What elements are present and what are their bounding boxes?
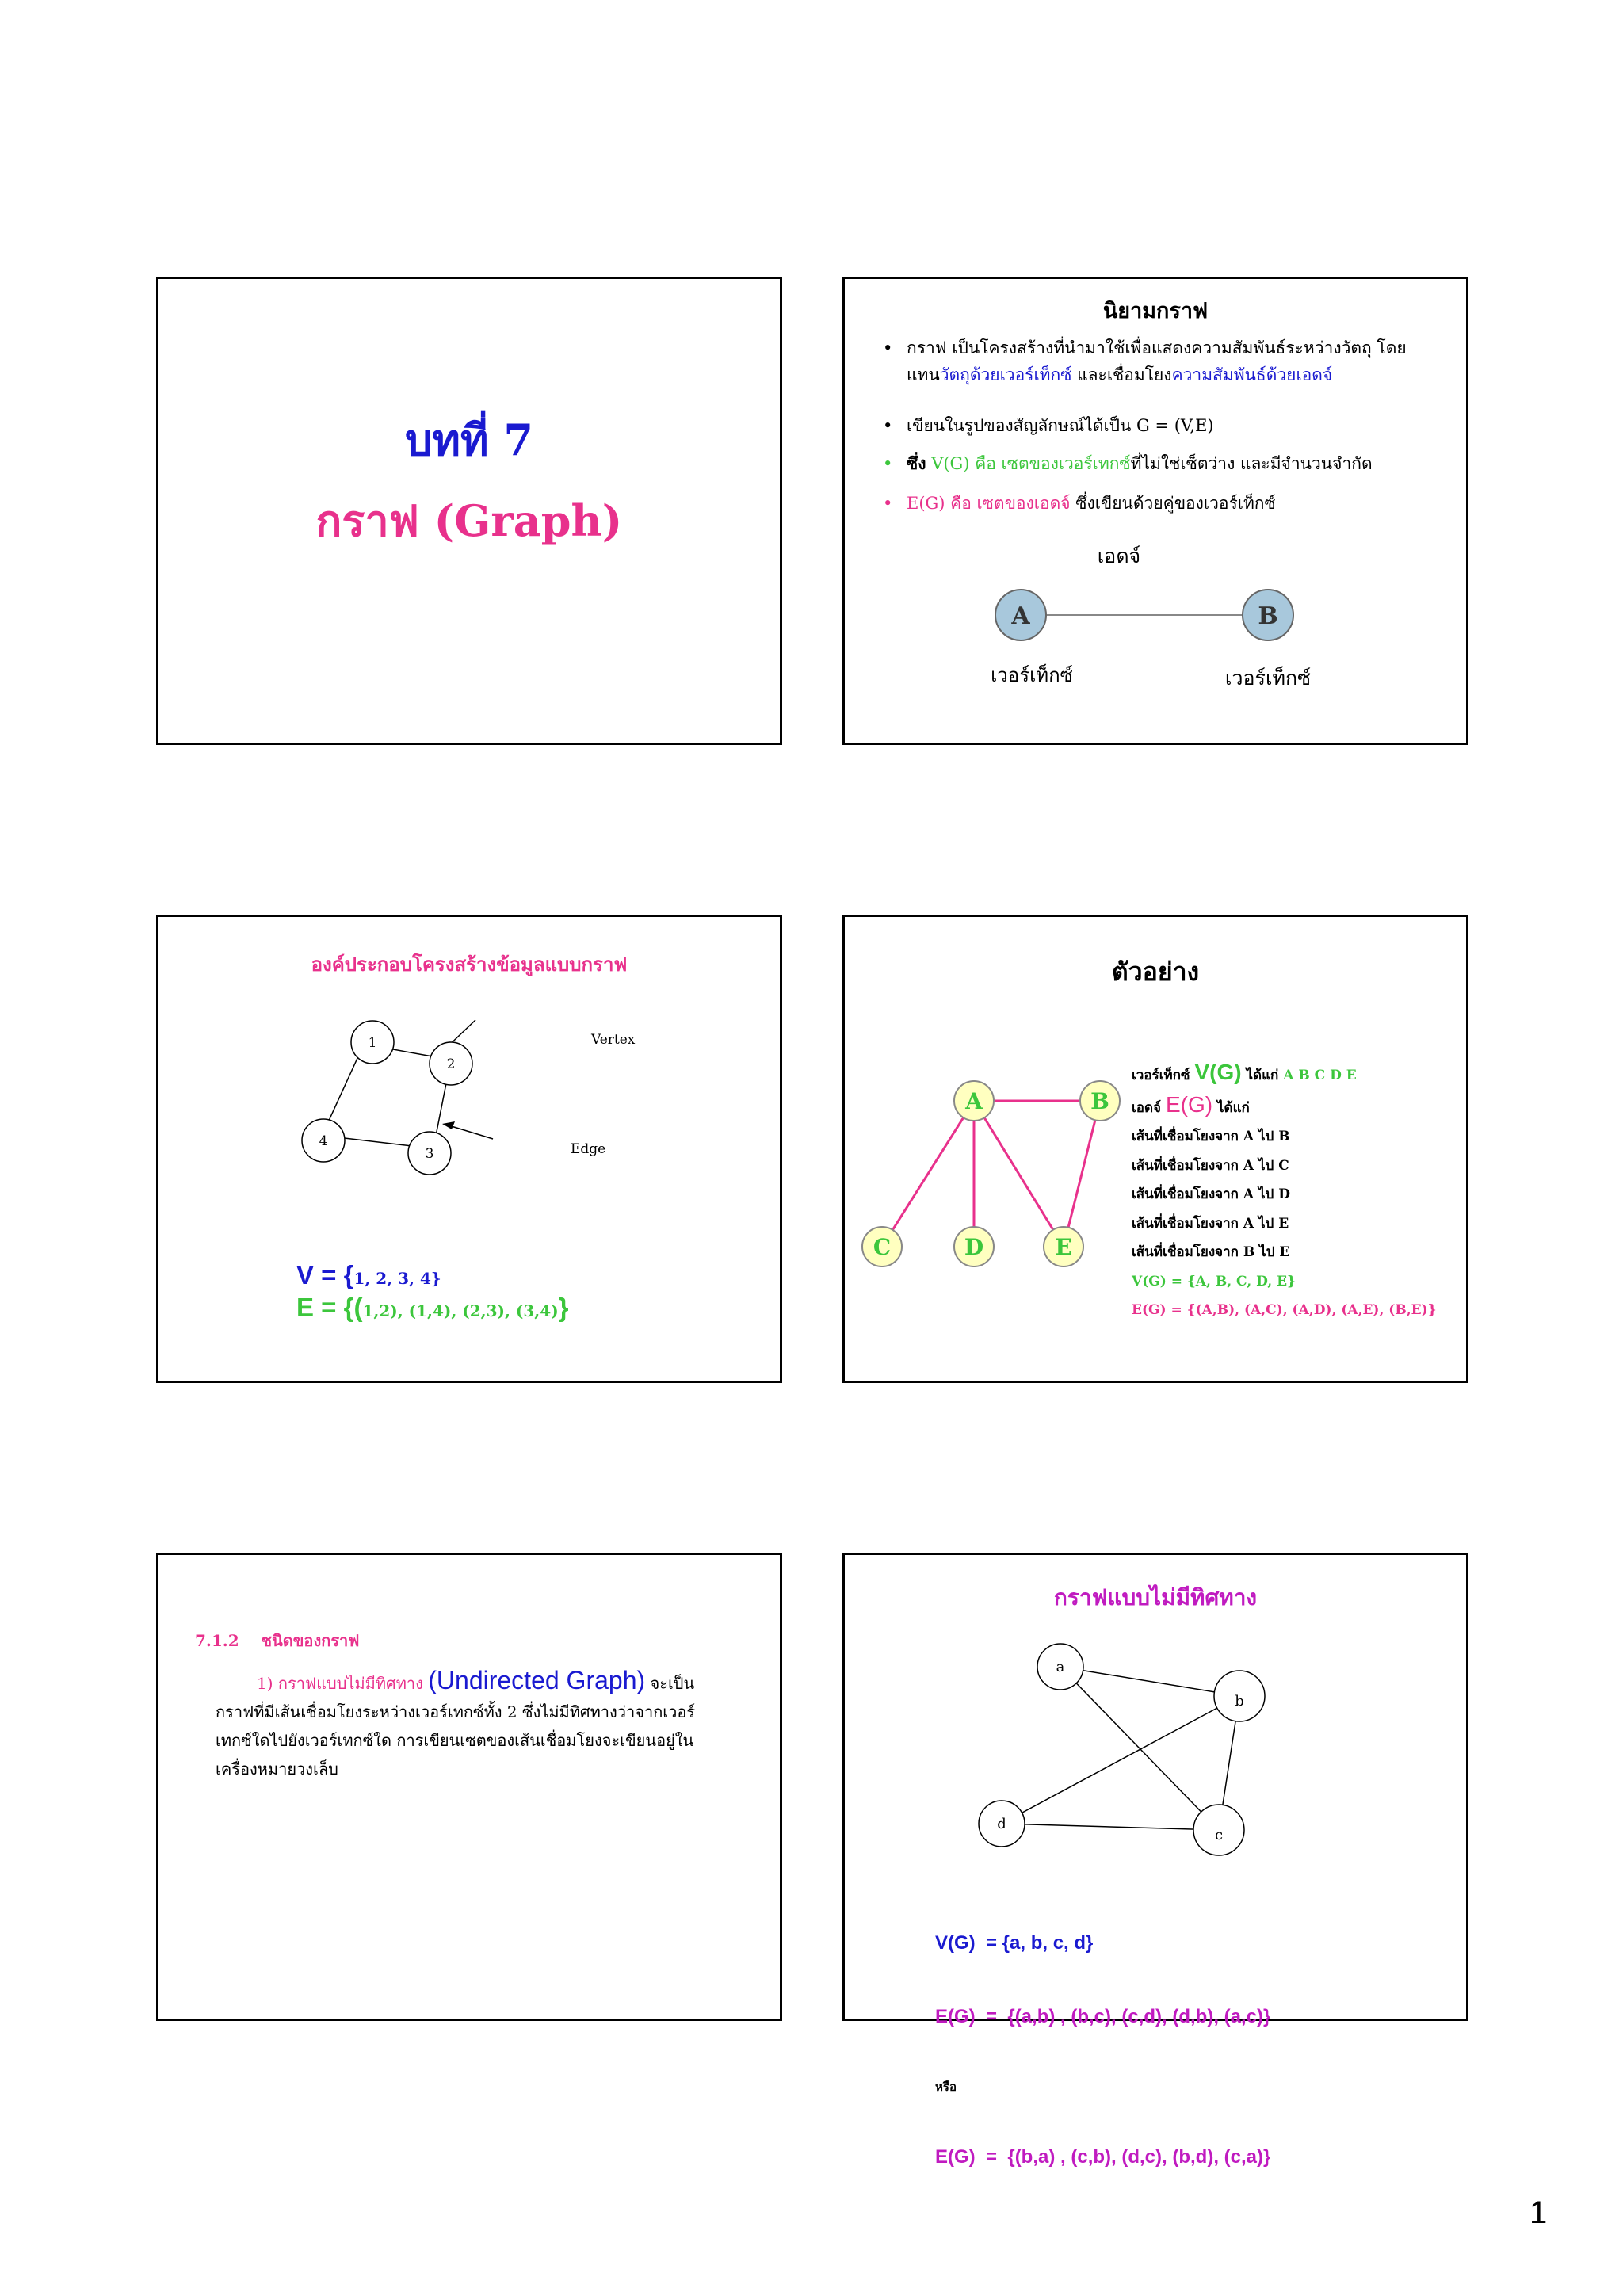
edge-b-e xyxy=(1064,1101,1100,1247)
vertex-e-label: E xyxy=(1055,1234,1072,1260)
line-ad: เส้นที่เชื่อมโยงจาก A ไป D xyxy=(1132,1186,1290,1202)
slide-title-text: กราฟ (Graph) xyxy=(315,495,623,546)
edge-1-4 xyxy=(328,1056,358,1122)
line-edge xyxy=(1132,1091,1437,1123)
edge-d-b xyxy=(1002,1696,1239,1824)
vertex-caption-left: เวอร์เท็กซ์ xyxy=(991,664,1073,686)
slide-undirected-graph xyxy=(842,1553,1468,2168)
vertex-set-prefix: V = { xyxy=(296,1260,354,1289)
vertex-caption-right: เวอร์เท็กซ์ xyxy=(1224,667,1312,690)
edge-caption: เอดจ์ xyxy=(1097,544,1141,567)
description-line-2: กราฟที่มีเส้นเชื่อมโยงระหว่างเวอร์เทกซ์ทั้ง 2 ซึ่งไม่มีทิศทางว่าจากเวอร์ xyxy=(216,1702,696,1721)
edge-pointer-line xyxy=(446,1125,493,1139)
bullet-3-vg: V(G) คือ เซตของเวอร์เทกซ์ xyxy=(926,454,1131,473)
line-ac: เส้นที่เชื่อมโยงจาก A ไป C xyxy=(1132,1157,1289,1174)
line-vg-set: V(G) = {A, B, C, D, E} xyxy=(1132,1273,1296,1289)
bullet-1-edge-term: ความสัมพันธ์ด้วยเอดจ์ xyxy=(1171,365,1333,384)
vertex-set xyxy=(296,1259,441,1294)
slide-graph-types xyxy=(156,1553,782,2021)
slide-heading: นิยามกราฟ xyxy=(1102,299,1209,323)
page-number: 1 xyxy=(1529,2195,1548,2230)
slide-graph-components xyxy=(156,915,782,1383)
vertex-b-label: B xyxy=(1090,1088,1109,1114)
slide-example xyxy=(842,915,1468,1383)
line-edge-pre: เอดจ์ xyxy=(1132,1099,1166,1116)
example-text xyxy=(1132,1058,1437,1325)
slide-heading: กราฟแบบไม่มีทิศทาง xyxy=(1053,1584,1258,1610)
vertex-1-label: 1 xyxy=(368,1035,377,1051)
slide-title xyxy=(156,277,782,745)
simple-graph-diagram xyxy=(845,279,1466,743)
edge-c-d xyxy=(1002,1824,1219,1830)
vertex-set: V(G) = {a, b, c, d} xyxy=(935,1932,1094,1954)
bullet-4-rest: ซึ่งเขียนด้วยคู่ของเวอร์เท็กซ์ xyxy=(1070,494,1276,513)
line-vertex-vg: V(G) xyxy=(1194,1060,1242,1084)
edge-set-values: 1,2), (1,4), (2,3), (3,4) xyxy=(362,1301,559,1320)
set-definitions xyxy=(935,1881,1270,2218)
bullet-1-vertex-term: วัตถุด้วยเวอร์เท็กซ์ xyxy=(939,365,1072,384)
vertex-a-label: a xyxy=(1056,1659,1065,1675)
bullet-3-rest: ที่ไม่ใช่เซ็ตว่าง และมีจำนวนจำกัด xyxy=(1130,454,1373,473)
slide-heading: องค์ประกอบโครงสร้างข้อมูลแบบกราฟ xyxy=(311,953,628,976)
slide-heading: ตัวอย่าง xyxy=(1111,957,1200,987)
vertex-b-label: b xyxy=(1235,1693,1244,1710)
line-vertex-pre: เวอร์เท็กซ์ xyxy=(1132,1068,1195,1083)
edge-set-close: } xyxy=(558,1293,569,1322)
vertex-b-label: B xyxy=(1258,602,1278,630)
line-ae: เส้นที่เชื่อมโยงจาก A ไป E xyxy=(1132,1215,1289,1232)
line-edge-eg: E(G) xyxy=(1165,1091,1213,1117)
vertex-d-label: D xyxy=(964,1234,984,1260)
bullet-1-text: กราฟ เป็นโครงสร้างที่นำมาใช้เพื่อแสดงความสัมพันธ์ระหว่างวัตถุ โดย xyxy=(907,338,1407,357)
edge-a-b xyxy=(1060,1667,1239,1696)
description-line-1-rest: จะเป็น xyxy=(645,1674,695,1693)
edge-set-2: E(G) = {(b,a) , (c,b), (d,c), (b,d), (c,a)} xyxy=(935,2146,1271,2168)
vertex-a-label: A xyxy=(1011,602,1030,630)
undirected-description xyxy=(216,1666,754,1783)
line-eg-set: E(G) = {(A,B), (A,C), (A,D), (A,E), (B,E)} xyxy=(1132,1302,1437,1318)
bullet-1-text-2: แทน xyxy=(907,365,940,384)
line-vertex-list: A B C D E xyxy=(1283,1068,1357,1083)
bullet-4-eg: E(G) คือ เซตของเอดจ์ xyxy=(907,494,1071,513)
chapter-label: บทที่ 7 xyxy=(405,415,533,465)
line-be: เส้นที่เชื่อมโยงจาก B ไป E xyxy=(1132,1244,1290,1260)
description-term-en: (Undirected Graph) xyxy=(428,1666,646,1694)
line-vertex xyxy=(1132,1058,1437,1091)
edge-a-c xyxy=(882,1101,974,1247)
vertex-4-label: 4 xyxy=(319,1133,328,1149)
vertex-c-label: C xyxy=(873,1234,892,1260)
edge-a-c xyxy=(1060,1667,1219,1830)
description-term: 1) กราฟแบบไม่มีทิศทาง xyxy=(257,1674,429,1693)
vertex-set-values: 1, 2, 3, 4} xyxy=(353,1269,441,1288)
line-vertex-mid: ได้แก่ xyxy=(1241,1068,1284,1083)
bullet-2-text: เขียนในรูปของสัญลักษณ์ได้เป็น G = (V,E) xyxy=(907,416,1214,435)
edge-set xyxy=(296,1292,569,1327)
vertex-d-label: d xyxy=(997,1816,1006,1832)
vertex-3-label: 3 xyxy=(425,1146,434,1162)
section-heading: 7.1.2 ชนิดของกราฟ xyxy=(195,1631,360,1650)
or-label: หรือ xyxy=(935,2080,957,2094)
line-edge-post: ได้แก่ xyxy=(1212,1099,1250,1116)
line-ab: เส้นที่เชื่อมโยงจาก A ไป B xyxy=(1132,1129,1290,1144)
description-line-4: เครื่องหมายวงเล็บ xyxy=(216,1759,338,1778)
bullet-3-lead: ซึ่ง xyxy=(907,453,926,473)
edge-arrow-head xyxy=(442,1121,455,1129)
description-line-3: เทกซ์ใดไปยังเวอร์เทกซ์ใด การเขียนเซตของเส้นเชื่อมโยงจะเขียนอยู่ใน xyxy=(216,1731,694,1750)
vertex-2-label: 2 xyxy=(446,1056,456,1072)
bullet-1-text-3: และเชื่อมโยง xyxy=(1071,365,1172,384)
edge-set-1: E(G) = {(a,b) , (b,c), (c,d), (d,b), (a,c)} xyxy=(935,2006,1271,2027)
description-line-1 xyxy=(216,1666,754,1698)
vertex-c-label: c xyxy=(1214,1827,1224,1843)
edge-annotation: Edge xyxy=(571,1141,606,1157)
edge-a-e xyxy=(974,1101,1064,1247)
vertex-annotation: Vertex xyxy=(591,1032,636,1048)
edge-set-prefix: E = {( xyxy=(296,1293,363,1322)
vertex-a-label: A xyxy=(965,1088,983,1114)
slide-graph-definition xyxy=(842,277,1468,745)
